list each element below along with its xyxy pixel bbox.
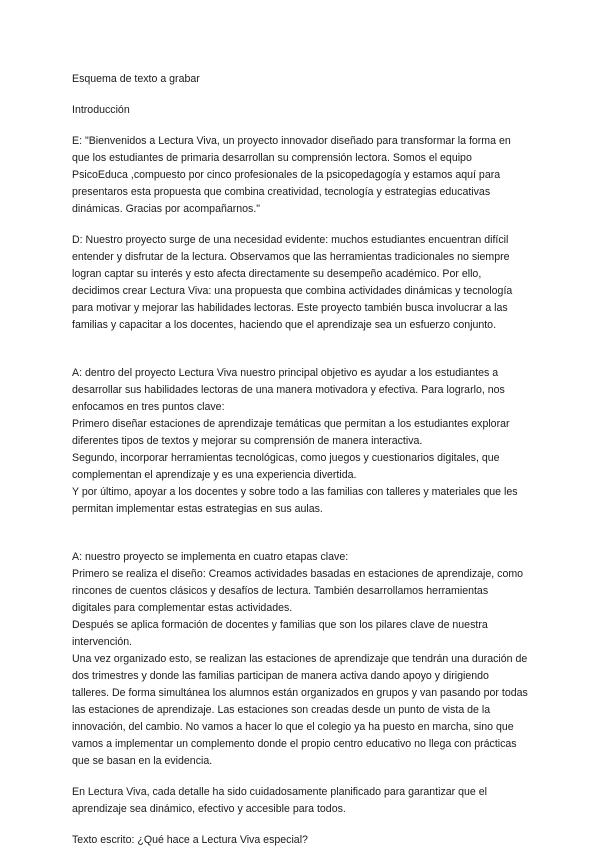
implementation-block [72, 549, 528, 770]
spacer [72, 88, 528, 102]
section-heading: Introducción [72, 104, 130, 116]
objective-third: Y por último, apoyar a los docentes y sobre todo a las familias con talleres y materiales que les permitan implementar estas estrategias en sus aulas. [72, 486, 518, 515]
spacer [72, 334, 528, 365]
document-body [72, 71, 528, 849]
spacer [72, 770, 528, 784]
objective-second: Segundo, incorporar herramientas tecnológicas, como juegos y cuestionarios digitales, que complementan el aprendizaje y es una experiencia divertida. [72, 452, 500, 481]
stage-design: Primero se realiza el diseño: Creamos actividades basadas en estaciones de aprendizaje, como rincones de cuentos clásicos y desafíos de lectura. También desarrollamos herramientas digitales para complementar estas actividades. [72, 568, 524, 614]
paragraph-need: D: Nuestro proyecto surge de una necesidad evidente: muchos estudiantes encuentran difícil entender y disfrutar de la lectura. Observamos que las herramientas tradicionales no siempre logran captar su interés y esto afecta directamente su desempeño académico. Por ello, decidimos crear Lectura Viva: una propuesta que combina actividades dinámicas y tecnología para motivar y mejorar las habilidades lectoras. Este proyecto también busca involucrar a las familias y capacitar a los docentes, haciendo que el aprendizaje sea un esfuerzo conjunto. [72, 234, 513, 331]
spacer [72, 218, 528, 232]
spacer [72, 518, 528, 549]
stage-stations: Una vez organizado esto, se realizan las estaciones de aprendizaje que tendrán una duración de dos trimestres y donde las familias participan de manera activa dando apoyo y dirigiendo talleres. De forma simultánea los alumnos están organizados en grupos y van pasando por todas las estaciones de aprendizaje. Las estaciones son creadas desde un punto de vista de la innovación, del cambio. No vamos a hacer lo que el colegio ya ha puesto en marcha, sino que vamos a implementar un complemento donde el propio centro educativo no llega con prácticas que se basan en la evidencia. [72, 653, 528, 767]
closing-paragraph: En Lectura Viva, cada detalle ha sido cuidadosamente planificado para garantizar que el aprendizaje sea dinámico, efectivo y accesible para todos. [72, 786, 488, 815]
document-title: Esquema de texto a grabar [72, 73, 200, 85]
objectives-intro: A: dentro del proyecto Lectura Viva nuestro principal objetivo es ayudar a los estudiantes a desarrollar sus habilidades lectoras de una manera motivadora y efectiva. Para lograrlo, nos enfocamos en tres puntos clave: [72, 367, 505, 413]
stage-training: Después se aplica formación de docentes y familias que son los pilares clave de nuestra intervención. [72, 619, 488, 648]
paragraph-welcome: E: "Bienvenidos a Lectura Viva, un proyecto innovador diseñado para transformar la forma en que los estudiantes de primaria desarrollan su comprensión lectora. Somos el equipo PsicoEduca ,compuesto por cinco profesionales de la psicopedagogía y estamos aquí para presentaros esta propuesta que combina creatividad, tecnología y estrategias educativas dinámicas. Gracias por acompañarnos." [72, 135, 511, 215]
implementation-intro: A: nuestro proyecto se implementa en cuatro etapas clave: [72, 551, 349, 563]
spacer [72, 818, 528, 832]
objective-first: Primero diseñar estaciones de aprendizaje temáticas que permitan a los estudiantes explorar diferentes tipos de textos y mejorar su comprensión de manera interactiva. [72, 418, 510, 447]
written-text-heading: Texto escrito: ¿Qué hace a Lectura Viva especial? [72, 834, 308, 846]
objectives-block [72, 365, 528, 518]
spacer [72, 119, 528, 133]
